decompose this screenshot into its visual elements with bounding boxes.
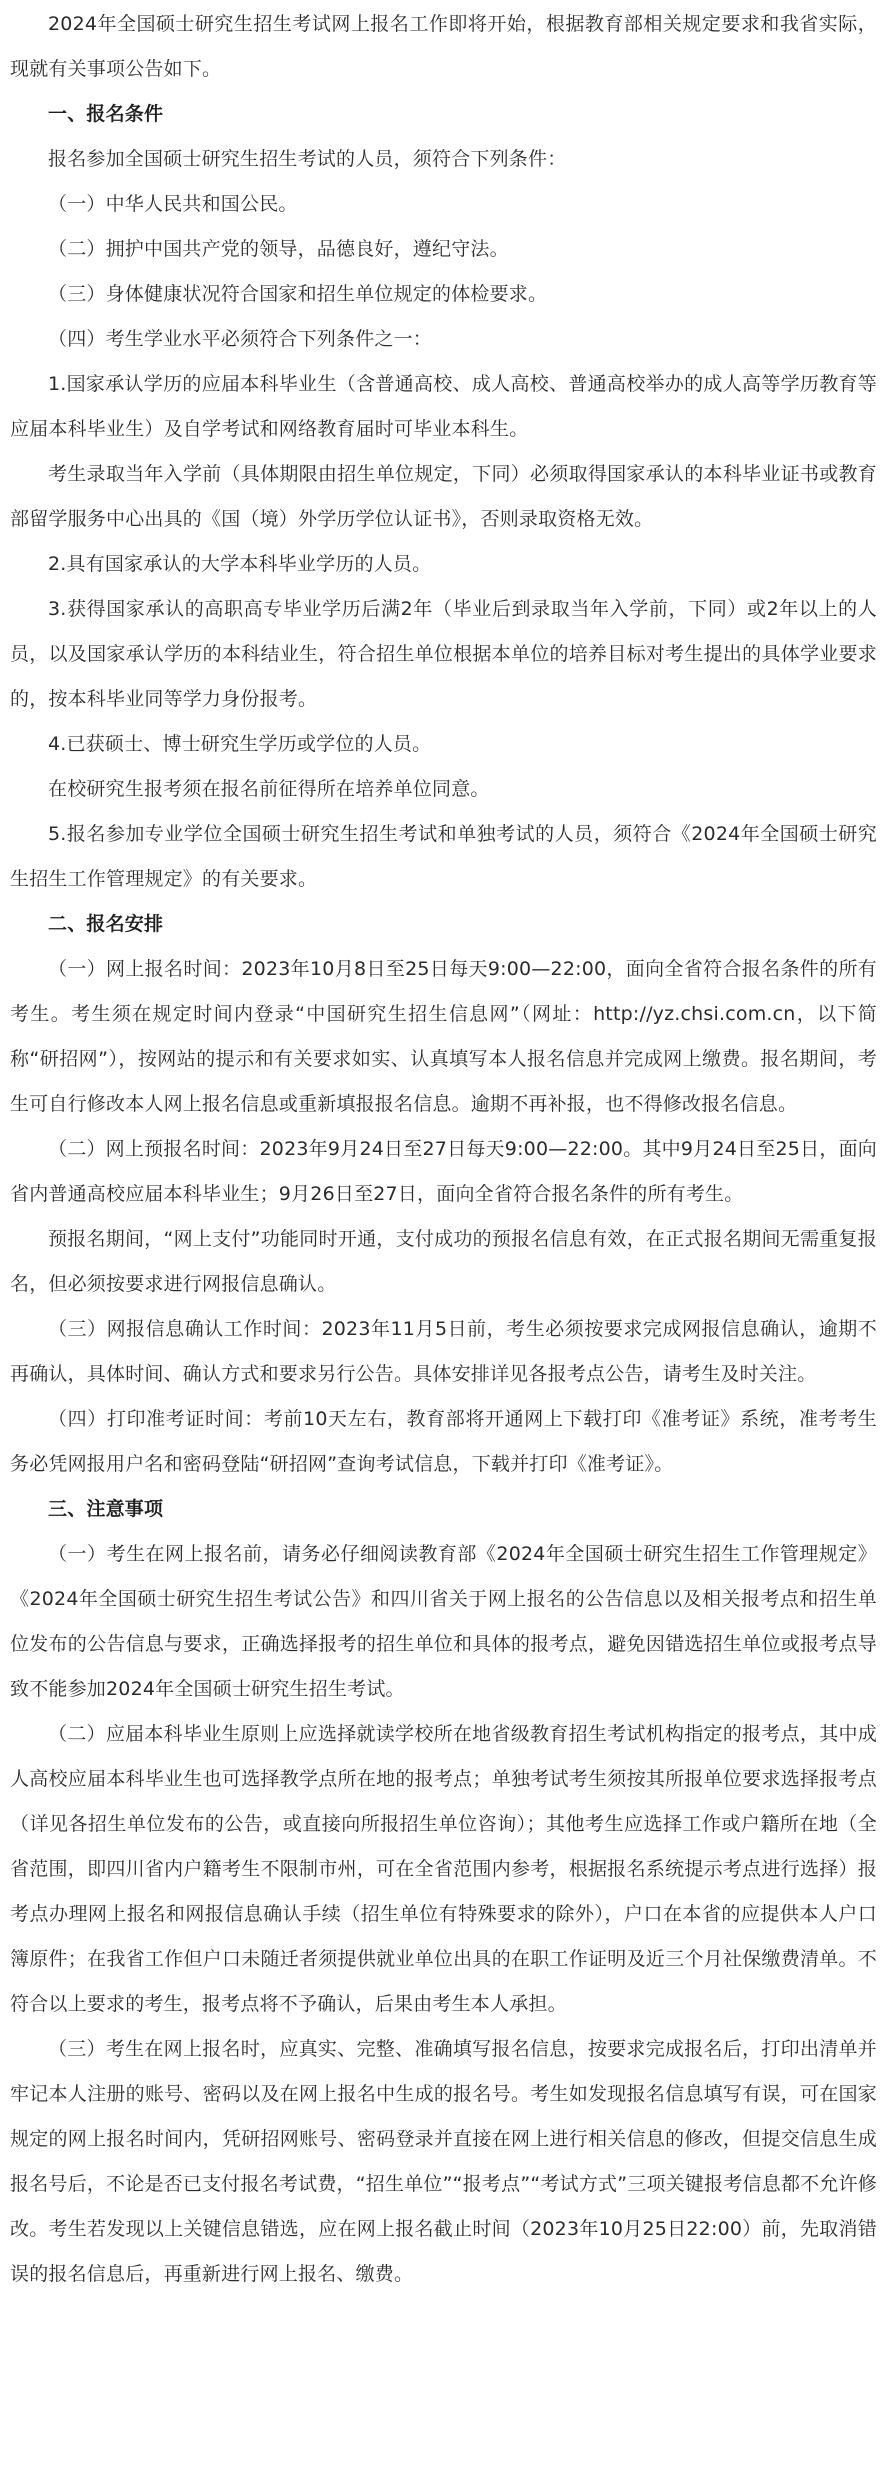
body-paragraph: 在校研究生报考须在报名前征得所在培养单位同意。: [48, 778, 490, 800]
body-paragraph: （三）网报信息确认工作时间：2023年11月5日前，考生必须按要求完成网报信息确认，逾期不再确认，具体时间、确认方式和要求另行公告。具体安排详见各报考点公告，请考生及时关注。: [10, 1318, 877, 1385]
body-paragraph: 4.已获硕士、博士研究生学历或学位的人员。: [48, 733, 432, 755]
body-paragraph: 报名参加全国硕士研究生招生考试的人员，须符合下列条件：: [48, 148, 567, 170]
body-paragraph: （四）打印准考证时间：考前10天左右，教育部将开通网上下载打印《准考证》系统，准考考生务必凭网报用户名和密码登陆“研招网”查询考试信息，下载并打印《准考证》。: [10, 1408, 877, 1475]
section-heading: 二、报名安排: [48, 913, 164, 935]
section-heading: 三、注意事项: [48, 1498, 164, 1520]
body-paragraph: 5.报名参加专业学位全国硕士研究生招生考试和单独考试的人员，须符合《2024年全国硕士研究生招生工作管理规定》的有关要求。: [10, 823, 877, 890]
body-paragraph: 3.获得国家承认的高职高专毕业学历后满2年（毕业后到录取当年入学前，下同）或2年以上的人员，以及国家承认学历的本科结业生，符合招生单位根据本单位的培养目标对考生提出的具体学业要求的，按本科毕业同等学力身份报考。: [10, 598, 877, 710]
body-paragraph: （一）网上报名时间：2023年10月8日至25日每天9:00—22:00，面向全省符合报名条件的所有考生。考生须在规定时间内登录“中国研究生招生信息网”（网址：http://yz.chsi.com.cn，以下简称“研招网”），按网站的提示和有关要求如实、认真填写本人报名信息并完成网上缴费。报名期间，考生可自行修改本人网上报名信息或重新填报报名信息。逾期不再补报，也不得修改报名信息。: [10, 958, 877, 1115]
body-paragraph: （三）考生在网上报名时，应真实、完整、准确填写报名信息，按要求完成报名后，打印出清单并牢记本人注册的账号、密码以及在网上报名中生成的报名号。考生如发现报名信息填写有误，可在国家规定的网上报名时间内，凭研招网账号、密码登录并直接在网上进行相关信息的修改，但提交信息生成报名号后，不论是否已支付报名考试费，“招生单位”“报考点”“考试方式”三项关键报考信息都不允许修改。考生若发现以上关键信息错选，应在网上报名截止时间（2023年10月25日22:00）前，先取消错误的报名信息后，再重新进行网上报名、缴费。: [10, 2038, 877, 2285]
body-paragraph: （一）考生在网上报名前，请务必仔细阅读教育部《2024年全国硕士研究生招生工作管理规定》《2024年全国硕士研究生招生考试公告》和四川省关于网上报名的公告信息以及相关报考点和招生单位发布的公告信息与要求，正确选择报考的招生单位和具体的报考点，避免因错选招生单位或报考点导致不能参加2024年全国硕士研究生招生考试。: [10, 1543, 877, 1700]
body-paragraph: 考生录取当年入学前（具体期限由招生单位规定，下同）必须取得国家承认的本科毕业证书或教育部留学服务中心出具的《国（境）外学历学位认证书》，否则录取资格无效。: [10, 463, 877, 530]
body-paragraph: 预报名期间，“网上支付”功能同时开通，支付成功的预报名信息有效，在正式报名期间无需重复报名，但必须按要求进行网报信息确认。: [10, 1228, 877, 1295]
body-paragraph: （二）应届本科毕业生原则上应选择就读学校所在地省级教育招生考试机构指定的报考点，其中成人高校应届本科毕业生也可选择教学点所在地的报考点；单独考试考生须按其所报单位要求选择报考点（详见各招生单位发布的公告，或直接向所报招生单位咨询）；其他考生应选择工作或户籍所在地（全省范围，即四川省内户籍考生不限制市州，可在全省范围内参考，根据报名系统提示考点进行选择）报考点办理网上报名和网报信息确认手续（招生单位有特殊要求的除外），户口在本省的应提供本人户口簿原件；在我省工作但户口未随迁者须提供就业单位出具的在职工作证明及近三个月社保缴费清单。不符合以上要求的考生，报考点将不予确认，后果由考生本人承担。: [10, 1723, 877, 2015]
body-paragraph: （三）身体健康状况符合国家和招生单位规定的体检要求。: [48, 283, 548, 305]
section-heading: 一、报名条件: [48, 103, 164, 125]
body-paragraph: 2.具有国家承认的大学本科毕业学历的人员。: [48, 553, 432, 575]
body-paragraph: （二）拥护中国共产党的领导，品德良好，遵纪守法。: [48, 238, 509, 260]
body-paragraph: 1.国家承认学历的应届本科毕业生（含普通高校、成人高校、普通高校举办的成人高等学历教育等应届本科毕业生）及自学考试和网络教育届时可毕业本科生。: [10, 373, 877, 440]
body-paragraph: （四）考生学业水平必须符合下列条件之一：: [48, 328, 433, 350]
body-paragraph: 2024年全国硕士研究生招生考试网上报名工作即将开始，根据教育部相关规定要求和我省实际，现就有关事项公告如下。: [10, 13, 877, 80]
body-paragraph: （二）网上预报名时间：2023年9月24日至27日每天9:00—22:00。其中9月24日至25日，面向省内普通高校应届本科毕业生；9月26日至27日，面向全省符合报名条件的所有考生。: [10, 1138, 877, 1205]
body-paragraph: （一）中华人民共和国公民。: [48, 193, 298, 215]
